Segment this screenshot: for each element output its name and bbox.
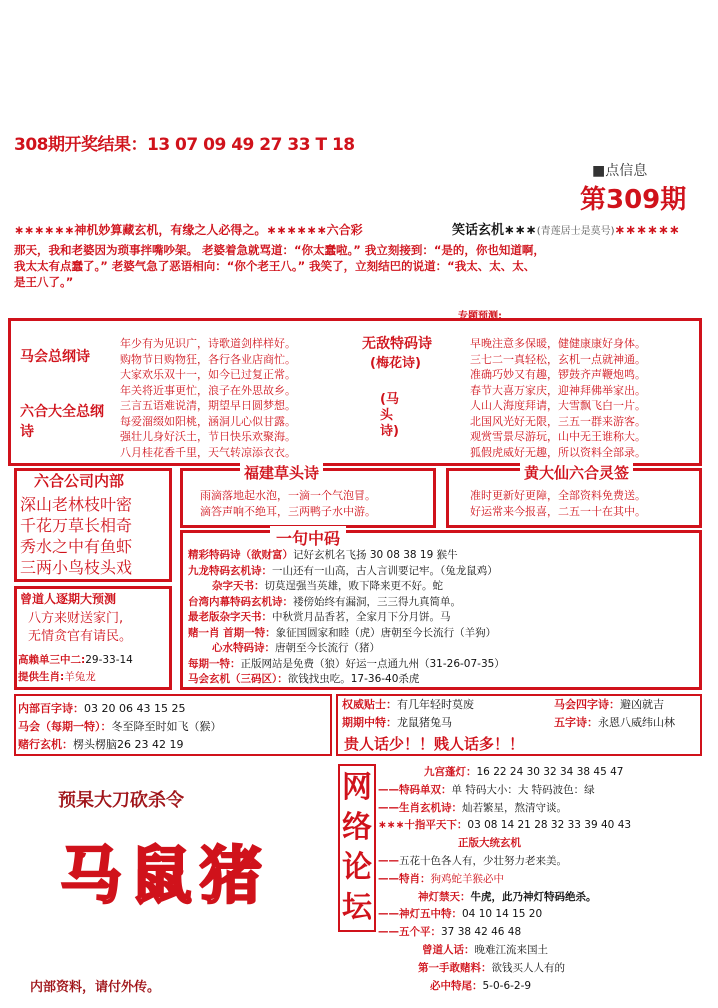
row-key: 每期一特： xyxy=(188,657,241,670)
forum-row xyxy=(378,942,708,960)
info-tag: ■点信息 xyxy=(592,163,648,179)
knife-title: 预杲大刀砍杀令 xyxy=(58,790,184,811)
row-key: 九龙特码玄机诗： xyxy=(188,564,272,577)
poem-line: 年少有为见识广，诗歌道剑样样好。 xyxy=(120,337,296,350)
horse-title: 马会总纲诗 xyxy=(20,349,90,365)
row-value: 牛虎，此乃神灯特码绝杀。 xyxy=(470,890,597,903)
slogan: 贵人话少！！贱人话多！！ xyxy=(344,735,525,753)
poem-line: 春节大喜万家庆，迎神拜佛举家出。 xyxy=(470,383,646,397)
row-key: 精彩特码诗（欲财富） xyxy=(188,549,293,561)
yiju-row xyxy=(188,641,698,657)
plum-title: 无敌特码诗 xyxy=(362,336,432,352)
draw-result: 308期开奖结果：13 07 09 49 27 33 T 18 xyxy=(14,135,355,155)
row-key: ——五个平： xyxy=(378,926,441,939)
horse-head-title: (马头诗) xyxy=(380,392,399,439)
poem-line: 深山老林枝叶密 xyxy=(20,495,133,514)
forum-row xyxy=(378,889,708,907)
poem-line: 千花万草长相奇 xyxy=(20,516,133,535)
row-key: ——特肖： xyxy=(378,872,431,885)
row-key: 内部百字诗： xyxy=(18,702,84,715)
poem-line: 秀水之中有鱼虾 xyxy=(20,537,133,556)
row-key: 提供生肖: xyxy=(18,671,65,683)
poem-line: 观赏雪景尽游玩，山中无王谁称大。 xyxy=(470,430,646,443)
horse-poem xyxy=(120,336,296,460)
huang-poem xyxy=(470,488,646,520)
yiju-row xyxy=(188,595,698,611)
poem-line: 强壮儿身好沃土，节日快乐欢聚海。 xyxy=(120,430,296,443)
joke-text xyxy=(14,242,704,290)
row-key: ——特码单双： xyxy=(378,783,452,796)
yiju-row xyxy=(188,657,698,673)
row-key: 最老版杂字天书： xyxy=(188,611,272,623)
row-value: 晚难江流来国土 xyxy=(474,943,548,956)
row-value: 唐朝至今长流行（猪） xyxy=(275,642,380,654)
row-value: 37 38 42 46 48 xyxy=(441,926,522,939)
forum-row xyxy=(378,871,708,889)
row-key: 神灯禁天： xyxy=(418,890,471,903)
mid-row xyxy=(18,718,222,734)
poem-line: 北国风光好无限，三五一群来游客。 xyxy=(470,414,646,428)
row-key: 赌一肖 首期一特： xyxy=(188,626,276,639)
poem-line: 八月桂花香千里，天气转凉添衣衣。 xyxy=(120,445,296,459)
row-value: 欲钱找虫吃。17-36-40杀虎 xyxy=(287,673,420,685)
row-value: 有几年轻时莫废 xyxy=(397,698,474,711)
forum-row xyxy=(378,924,708,942)
forum-row xyxy=(378,853,708,871)
poem-line: 三言五语难说清，期望早日圆梦想。 xyxy=(120,399,296,412)
poem-line: 八方来财送家门, xyxy=(28,611,124,626)
joke-line: 我太太有点蠢了。” 老婆气急了恶语相向：“你个老王八。” 我笑了，立刻结巴的说道：“我太、太、太、 xyxy=(14,259,536,273)
yiju-rows xyxy=(188,548,698,688)
company-poem xyxy=(20,494,132,578)
row-key: 高赖单三中二: xyxy=(18,654,86,666)
forum-vertical: 网络论坛 xyxy=(338,764,376,932)
row-value: 29-33-14 xyxy=(85,654,133,666)
row-key: 马会玄机（三码区）： xyxy=(188,673,288,685)
poem-line: 好运常来今报喜，二五一十在其中。 xyxy=(470,505,646,518)
prediction-label: 专题预测: xyxy=(458,311,502,322)
poem-line: 雨滴落地起水泡，一滴一个气泡冒。 xyxy=(200,489,376,502)
poem-line: 准时更新好更障，全部资料免费送。 xyxy=(470,489,646,502)
row-key: 期期中特： xyxy=(342,716,397,729)
forum-row xyxy=(378,835,708,853)
joke-title: 笑话玄机∗∗∗ xyxy=(452,223,537,238)
poem-line: 早晚注意多保暖，健健康康好身体。 xyxy=(470,337,646,350)
zengdao-row1 xyxy=(18,652,133,667)
row-value: 中秋赏月品香茗，全家月下分月饼。马 xyxy=(272,611,451,623)
row-value: 龙鼠猪兔马 xyxy=(397,716,452,729)
tips-row xyxy=(342,714,452,730)
row-value: 记好玄机名飞扬 30 08 38 19 猴牛 xyxy=(293,549,458,561)
yiju-row xyxy=(188,564,698,580)
forum-row xyxy=(378,978,708,996)
plum-poem xyxy=(470,336,646,460)
forum-rows xyxy=(378,764,708,995)
row-value: 5-0-6-2-9 xyxy=(482,979,532,992)
row-value: 正版大统玄机 xyxy=(458,837,521,850)
yiju-row xyxy=(188,548,698,564)
row-key: 心水特码诗： xyxy=(212,642,275,654)
row-key: 台湾内幕特码玄机诗： xyxy=(188,595,293,608)
poem-line: 大家欢乐双十一，如今已过复正常。 xyxy=(120,368,296,381)
row-key: ∗∗∗十指平天下： xyxy=(378,819,468,832)
zengdao-poem xyxy=(28,610,132,646)
forum-row xyxy=(378,800,708,818)
banner-left: ∗∗∗∗∗∗神机妙算藏玄机，有缘之人必得之。∗∗∗∗∗∗六合彩 xyxy=(14,223,363,237)
row-key: 五字诗： xyxy=(554,716,598,729)
plum-subtitle: (梅花诗) xyxy=(370,356,421,371)
row-value: 16 22 24 30 32 34 38 45 47 xyxy=(476,766,624,778)
zengdao-title: 曾道人逐期大预测 xyxy=(20,592,117,606)
row-key: ——生肖玄机诗： xyxy=(378,801,462,814)
yiju-title: 一句中码 xyxy=(270,526,346,549)
forum-row xyxy=(378,817,708,835)
row-value: 03 08 14 21 28 32 33 39 40 43 xyxy=(467,819,632,832)
row-value: 正版网站是免费（狼）好运一点通九州（31-26-07-35） xyxy=(240,657,505,670)
tips-row xyxy=(342,696,474,712)
row-value: 避凶就吉 xyxy=(620,698,664,711)
joke-stars: ∗∗∗∗∗∗ xyxy=(614,223,680,238)
row-value: 狗鸡蛇羊猴必中 xyxy=(430,872,504,885)
row-value: 冬至降至时如飞（猴） xyxy=(111,720,222,733)
row-key: 第一手敢赌料： xyxy=(418,961,492,974)
row-key: ——神灯五中特： xyxy=(378,908,462,921)
excluded-animals: 马鼠猪 xyxy=(60,839,271,912)
mid-row xyxy=(18,736,183,752)
poem-line: 滴答声响不绝耳，三两鸭子水中游。 xyxy=(200,505,376,518)
huang-title: 黄大仙六合灵签 xyxy=(520,462,633,483)
poem-line: 年关将近事更忙，浪子在外思故乡。 xyxy=(120,383,296,397)
fujian-poem xyxy=(200,488,376,520)
joke-line: 那天，我和老婆因为琐事拌嘴吵架。 老婆着急就骂道：“你太蠢啦。” 我立刻接到：“是的，你也知道啊， xyxy=(14,243,545,257)
poem-line: 无情贪官有请民。 xyxy=(28,629,133,644)
row-value: 褛傍始终有漏洞，三三得九真简单。 xyxy=(293,595,461,608)
poem-line: 人山人海度拜请，大雪飘飞白一片。 xyxy=(470,399,646,412)
poem-line: 三七二一真轻松，玄机一点就神通。 xyxy=(470,352,646,366)
row-value: 04 10 14 15 20 xyxy=(462,908,543,921)
row-value: 楞头楞脑26 23 42 19 xyxy=(73,738,184,751)
row-value: 永恩八威纬山林 xyxy=(598,716,675,729)
row-key: 必中特尾： xyxy=(430,979,483,992)
company-title: 六合公司内部 xyxy=(34,472,125,490)
row-key: 杂字天书： xyxy=(212,580,265,592)
poem-line: 准确巧妙又有趣，锣鼓齐声鞭炮鸣。 xyxy=(470,368,646,381)
yiju-row xyxy=(188,626,698,642)
row-key: 权威贴士： xyxy=(342,698,397,711)
row-value: 欲钱买人人有的 xyxy=(491,961,565,974)
row-key: 赌行玄机： xyxy=(18,738,73,751)
row-key: —— xyxy=(378,854,399,867)
tips-row xyxy=(554,714,675,730)
row-value: 03 20 06 43 15 25 xyxy=(84,702,186,715)
joke-line: 是王八了。” xyxy=(14,275,74,289)
row-value: 一山还有一山高，古人言训要记牢。（兔龙鼠鸡） xyxy=(272,564,498,577)
joke-subtitle: (青莲居士是莫号) xyxy=(536,226,615,237)
forum-row xyxy=(378,960,708,978)
row-value: 切莫逞强当英雄，败下降来更不好。蛇 xyxy=(264,580,443,592)
yiju-row xyxy=(188,672,698,688)
forum-row xyxy=(378,764,708,782)
forum-row xyxy=(378,782,708,800)
issue-number: 第309期 xyxy=(580,185,687,215)
yiju-row xyxy=(188,610,698,626)
all-title: 六合大全总纲诗 xyxy=(20,404,104,440)
poem-line: 狐假虎威好无趣，所以资料全部录。 xyxy=(470,445,646,459)
row-key: 马会（每期一特）： xyxy=(18,720,112,733)
row-value: 灿若繁星，熬清守谈。 xyxy=(462,801,567,814)
row-value: 羊兔龙 xyxy=(64,671,96,683)
tips-row xyxy=(554,696,664,712)
banner-right xyxy=(452,219,680,238)
mid-row xyxy=(18,700,185,716)
fujian-title: 福建草头诗 xyxy=(240,462,323,483)
forum-row xyxy=(378,906,708,924)
row-key: 马会四字诗： xyxy=(554,698,620,711)
yiju-row xyxy=(188,579,698,595)
row-key: 九宫蓬灯： xyxy=(424,766,477,778)
row-value: 五花十色各人有，少壮努力老来美。 xyxy=(399,854,567,867)
zengdao-row2 xyxy=(18,669,96,684)
footer-note: 内部资料，请付外传。 xyxy=(30,980,161,995)
row-key: 曾道人话： xyxy=(422,943,475,956)
poem-line: 三两小鸟枝头戏 xyxy=(20,558,133,577)
poem-line: 每爱溜缀如阳桃，涵洞儿心似甘露。 xyxy=(120,414,296,428)
poem-line: 购物节日购物狂，各行各业店商忙。 xyxy=(120,352,296,366)
row-value: 单 特码大小：大 特码波色：绿 xyxy=(451,783,595,796)
row-value: 象征国圆家和睦（虎）唐朝至今长流行（羊狗） xyxy=(275,626,497,639)
